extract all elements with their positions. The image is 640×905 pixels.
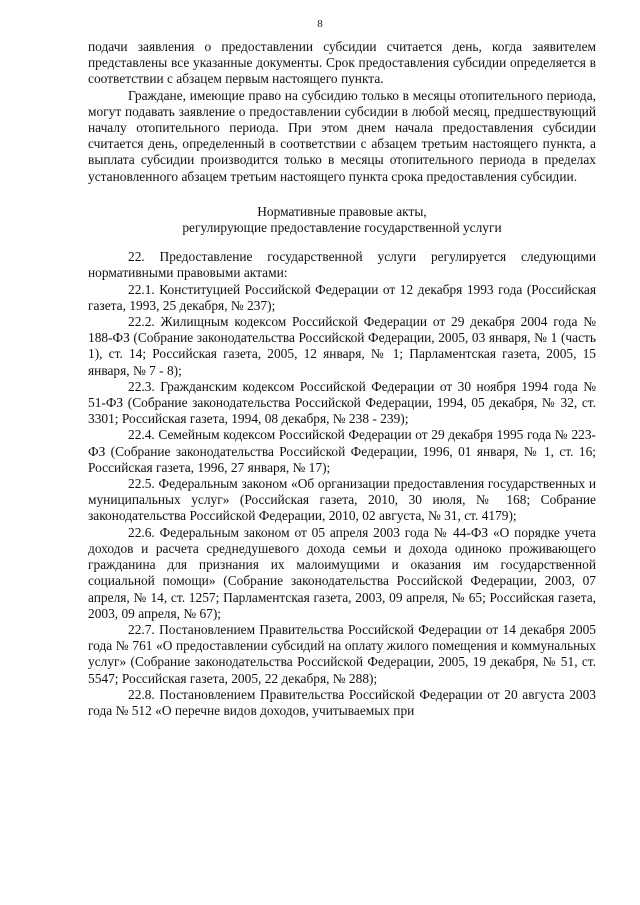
paragraph-heating-period: Граждане, имеющие право на субсидию только в месяцы отопительного периода, могут подавать заявление о предоставлении субсидии в любой месяц, предшествующий началу отопительного периода. При этом днем начала предоставления субсидии считается день, определенный в соответствии с абзацем третьим настоящего пункта, а выплата субсидии производится только в месяцы отопительного периода в пределах установленного абзацем третьим настоящего пункта срока предоставления субсидии. bbox=[88, 87, 596, 184]
legal-act-item-22-6: 22.6. Федеральным законом от 05 апреля 2003 года № 44-ФЗ «О порядке учета доходов и расчета среднедушевого дохода семьи и дохода одиноко проживающего гражданина для признания их малоимущими и оказания им государственной социальной помощи» (Собрание законодательства Российской Федерации, 2003, 07 апреля, № 14, ст. 1257; Парламентская газета, 2003, 09 апреля, № 65; Российская газета, 2003, 09 апреля, № 67); bbox=[88, 524, 596, 621]
section-heading-line1: Нормативные правовые акты, bbox=[257, 203, 427, 219]
legal-act-item-22-2: 22.2. Жилищным кодексом Российской Федерации от 29 декабря 2004 года № 188-ФЗ (Собрание законодательства Российской Федерации, 2005, 03 января, № 1 (часть 1), ст. 14; Российская газета, 2005, 12 января, № 1; Парламентская газета, 2005, 15 января, № 7 - 8); bbox=[88, 314, 596, 378]
legal-act-item-22-1: 22.1. Конституцией Российской Федерации от 12 декабря 1993 года (Российская газета, 1993, 25 декабря, № 237); bbox=[88, 281, 596, 313]
legal-act-item-22: 22. Предоставление государственной услуги регулируется следующими нормативными правовыми актами: bbox=[88, 249, 596, 281]
legal-act-item-22-7: 22.7. Постановлением Правительства Российской Федерации от 14 декабря 2005 года № 761 «О предоставлении субсидий на оплату жилого помещения и коммунальных услуг» (Собрание законодательства Российской Федерации, 2005, 19 декабря, № 51, ст. 5547; Российская газета, 2005, 22 декабря, № 288); bbox=[88, 621, 596, 686]
document-body bbox=[88, 39, 596, 719]
paragraph-continuation: подачи заявления о предоставлении субсидии считается день, когда заявителем представлены все указанные документы. Срок предоставления субсидии определяется в соответствии с абзацем первым настоящего пункта. bbox=[88, 39, 596, 87]
legal-act-item-22-4: 22.4. Семейным кодексом Российской Федерации от 29 декабря 1995 года № 223-ФЗ (Собрание законодательства Российской Федерации, 1996, 01 января, № 1, ст. 16; Российская газета, 1996, 27 января, № 17); bbox=[88, 427, 596, 475]
page-number: 8 bbox=[317, 18, 323, 30]
legal-act-item-22-3: 22.3. Гражданским кодексом Российской Федерации от 30 ноября 1994 года № 51-ФЗ (Собрание законодательства Российской Федерации, 1994, 05 декабря, № 32, ст. 3301; Российская газета, 1994, 08 декабря, № 238 - 239); bbox=[88, 378, 596, 427]
section-heading bbox=[88, 204, 596, 236]
legal-act-item-22-5: 22.5. Федеральным законом «Об организации предоставления государственных и муниципальных услуг» (Российская газета, 2010, 30 июля, № 168; Собрание законодательства Российской Федерации, 2010, 02 августа, № 31, ст. 4179); bbox=[88, 476, 596, 524]
legal-act-item-22-8: 22.8. Постановлением Правительства Российской Федерации от 20 августа 2003 года № 512 «О перечне видов доходов, учитываемых при bbox=[88, 686, 596, 718]
section-heading-line2: регулирующие предоставление государственной услуги bbox=[182, 220, 502, 236]
